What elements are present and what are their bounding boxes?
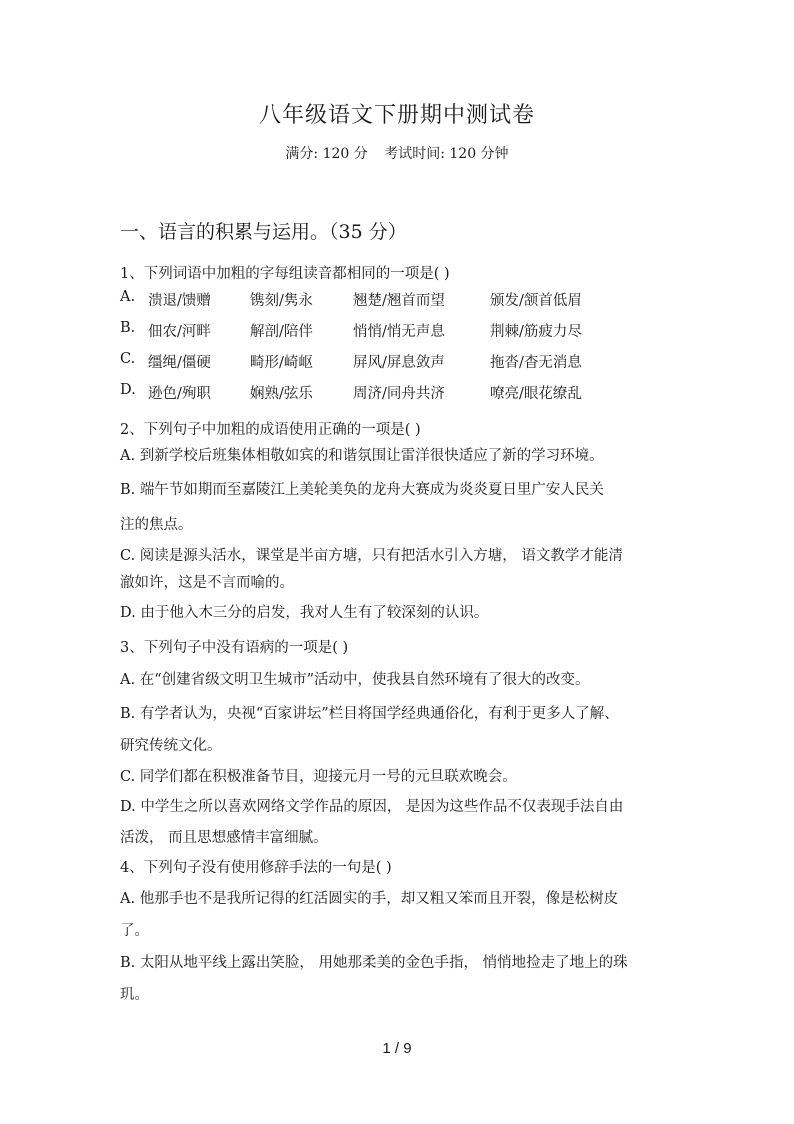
question-2-option-c-line2: 澈如许，这是不言而喻的。 xyxy=(120,575,294,591)
option-item: 荆棘/筋疲力尽 xyxy=(490,324,582,340)
option-item: 缰绳/僵硬 xyxy=(148,355,211,371)
question-2-option-b-line1: B. 端午节如期而至嘉陵江上美轮美奂的龙舟大赛成为炎炎夏日里广安人民关 xyxy=(120,482,604,498)
exam-time: 考试时间: 120 分钟 xyxy=(384,146,509,162)
option-item: 畸形/崎岖 xyxy=(250,355,313,371)
option-item: 屏风/屏息敛声 xyxy=(353,355,445,371)
question-4-option-b-line2: 玑。 xyxy=(120,987,149,1003)
option-item: 拖沓/杳无消息 xyxy=(490,355,582,371)
option-item: 颁发/颔首低眉 xyxy=(490,293,582,309)
page-title: 八年级语文下册期中测试卷 xyxy=(258,103,535,128)
option-label: A. xyxy=(120,289,136,305)
option-item: 逊色/殉职 xyxy=(148,386,211,402)
question-3-option-b-line1: B. 有学者认为，央视“百家讲坛”栏目将国学经典通俗化，有利于更多人了解、 xyxy=(120,706,619,722)
question-3-option-a: A. 在“创建省级文明卫生城市”活动中，使我县自然环境有了很大的改变。 xyxy=(120,672,590,688)
question-4-option-a-line2: 了。 xyxy=(120,923,149,939)
question-2-option-a: A. 到新学校后班集体相敬如宾的和谐氛围让雷洋很快适应了新的学习环境。 xyxy=(120,448,604,464)
question-2-stem: 2、下列句子中加粗的成语使用正确的一项是( ) xyxy=(120,422,421,438)
question-2-option-d: D. 由于他入木三分的启发，我对人生有了较深刻的认识。 xyxy=(120,605,489,621)
option-item: 娴熟/弦乐 xyxy=(250,386,313,402)
page-number: 1 / 9 xyxy=(382,1040,412,1057)
option-item: 嘹亮/眼花缭乱 xyxy=(490,386,582,402)
option-item: 佃农/河畔 xyxy=(148,324,211,340)
question-3-option-d-line1: D. 中学生之所以喜欢网络文学作品的原因， 是因为这些作品不仅表现手法自由 xyxy=(120,799,624,815)
question-3-stem: 3、下列句子中没有语病的一项是( ) xyxy=(120,640,349,656)
option-label: B. xyxy=(120,320,136,336)
option-label: C. xyxy=(120,351,136,367)
exam-meta xyxy=(0,143,794,163)
question-2-option-c-line1: C. 阅读是源头活水，课堂是半亩方塘，只有把活水引入方塘， 语文教学才能清 xyxy=(120,548,623,564)
option-item: 周济/同舟共济 xyxy=(353,386,445,402)
option-item: 镌刻/隽永 xyxy=(250,293,313,309)
question-3-option-c: C. 同学们都在积极准备节目，迎接元月一号的元旦联欢晚会。 xyxy=(120,769,517,785)
option-item: 翘楚/翘首而望 xyxy=(353,293,445,309)
question-1-stem: 1、下列词语中加粗的字每组读音都相同的一项是( ) xyxy=(120,266,450,282)
question-3-option-b-line2: 研究传统文化。 xyxy=(120,738,222,754)
question-4-stem: 4、下列句子没有使用修辞手法的一句是( ) xyxy=(120,860,392,876)
section-heading: 一、语言的积累与运用。（35 分） xyxy=(120,221,407,243)
question-3-option-d-line2: 活泼， 而且思想感情丰富细腻。 xyxy=(120,830,328,846)
total-score: 满分: 120 分 xyxy=(285,146,368,162)
option-item: 溃退/馈赠 xyxy=(148,293,211,309)
question-4-option-b-line1: B. 太阳从地平线上露出笑脸， 用她那柔美的金色手指， 悄悄地捡走了地上的珠 xyxy=(120,955,628,971)
option-label: D. xyxy=(120,382,136,398)
option-item: 解剖/陪伴 xyxy=(250,324,313,340)
question-2-option-b-line2: 注的焦点。 xyxy=(120,517,193,533)
question-4-option-a-line1: A. 他那手也不是我所记得的红活圆实的手，却又粗又笨而且开裂，像是松树皮 xyxy=(120,891,619,907)
option-item: 悄悄/悄无声息 xyxy=(353,324,445,340)
